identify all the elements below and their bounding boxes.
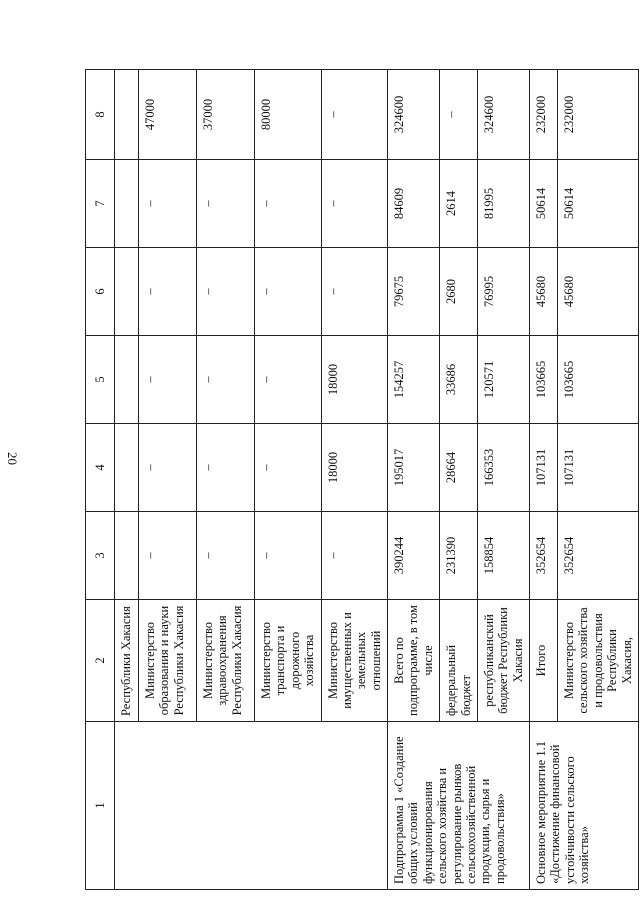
value-cell: 45680 — [530, 248, 558, 336]
value-cell: – — [440, 70, 478, 160]
value-cell: – — [321, 512, 388, 600]
executor-cell: Министерство транспорта и дорожного хозяйства — [255, 600, 322, 722]
value-cell: – — [139, 512, 197, 600]
value-cell: 37000 — [197, 70, 255, 160]
value-cell: – — [197, 248, 255, 336]
value-cell: 81995 — [477, 160, 529, 248]
value-cell: 232000 — [530, 70, 558, 160]
value-cell: 195017 — [388, 424, 440, 512]
executor-cell: федеральный бюджет — [440, 600, 478, 722]
value-cell: 231390 — [440, 512, 478, 600]
value-cell — [115, 512, 139, 600]
value-cell: 47000 — [139, 70, 197, 160]
value-cell: – — [197, 160, 255, 248]
value-cell: 352654 — [558, 512, 639, 600]
value-cell: 324600 — [388, 70, 440, 160]
value-cell: – — [197, 424, 255, 512]
value-cell: 45680 — [558, 248, 639, 336]
header-cell: 8 — [86, 70, 115, 160]
value-cell: 76995 — [477, 248, 529, 336]
value-cell: 120571 — [477, 336, 529, 424]
program-cell: Основное мероприятие 1.1 «Достижение финансовой устойчивости сельского хозяйства» — [530, 722, 639, 890]
header-cell: 6 — [86, 248, 115, 336]
value-cell: – — [139, 248, 197, 336]
value-cell: 107131 — [530, 424, 558, 512]
executor-cell: Министерство сельского хозяйства и продовольствия Республики Хакасия, — [558, 600, 639, 722]
program-cell: Подпрограмма 1 «Создание общих условий функционирования сельского хозяйства и регулирование рынков сельскохозяйственной продукции, сырья и продовольствия» — [388, 722, 530, 890]
value-cell: – — [255, 160, 322, 248]
header-cell: 1 — [86, 722, 115, 890]
value-cell: – — [197, 336, 255, 424]
value-cell: 103665 — [530, 336, 558, 424]
value-cell: – — [321, 70, 388, 160]
header-row — [86, 70, 115, 890]
header-cell: 3 — [86, 512, 115, 600]
value-cell — [115, 424, 139, 512]
executor-cell: Итого — [530, 600, 558, 722]
value-cell: 33686 — [440, 336, 478, 424]
value-cell: – — [255, 512, 322, 600]
program-cell — [115, 722, 388, 890]
table-row — [530, 70, 558, 890]
budget-table — [85, 69, 639, 890]
value-cell: 232000 — [558, 70, 639, 160]
value-cell: – — [321, 160, 388, 248]
executor-cell: Всего по подпрограмме, в том числе — [388, 600, 440, 722]
value-cell: 50614 — [530, 160, 558, 248]
header-cell: 2 — [86, 600, 115, 722]
value-cell: – — [197, 512, 255, 600]
table-row — [115, 70, 139, 890]
value-cell — [115, 248, 139, 336]
value-cell: 103665 — [558, 336, 639, 424]
value-cell: 2680 — [440, 248, 478, 336]
value-cell: 166353 — [477, 424, 529, 512]
executor-cell: Министерство имущественных и земельных отношений — [321, 600, 388, 722]
value-cell: – — [255, 336, 322, 424]
value-cell: – — [321, 248, 388, 336]
value-cell: – — [139, 336, 197, 424]
table-row — [388, 70, 440, 890]
header-cell: 7 — [86, 160, 115, 248]
value-cell: 154257 — [388, 336, 440, 424]
value-cell: – — [139, 160, 197, 248]
value-cell: 324600 — [477, 70, 529, 160]
value-cell: 158854 — [477, 512, 529, 600]
value-cell: – — [255, 248, 322, 336]
value-cell — [115, 336, 139, 424]
header-cell: 5 — [86, 336, 115, 424]
value-cell: 18000 — [321, 424, 388, 512]
value-cell: 390244 — [388, 512, 440, 600]
value-cell: – — [139, 424, 197, 512]
value-cell: 84609 — [388, 160, 440, 248]
header-cell: 4 — [86, 424, 115, 512]
value-cell — [115, 70, 139, 160]
value-cell — [115, 160, 139, 248]
executor-cell: Министерство образования и науки Республики Хакасия — [139, 600, 197, 722]
executor-cell: Министерство здравоохранения Республики Хакасия — [197, 600, 255, 722]
value-cell: 107131 — [558, 424, 639, 512]
value-cell: 2614 — [440, 160, 478, 248]
executor-cell: республиканский бюджет Республики Хакасия — [477, 600, 529, 722]
value-cell: 352654 — [530, 512, 558, 600]
executor-cell: Республики Хакасия — [115, 600, 139, 722]
value-cell: 28664 — [440, 424, 478, 512]
value-cell: 50614 — [558, 160, 639, 248]
value-cell: 80000 — [255, 70, 322, 160]
value-cell: – — [255, 424, 322, 512]
page-number: 20 — [5, 452, 20, 465]
value-cell: 79675 — [388, 248, 440, 336]
rotated-table-wrapper — [85, 70, 634, 890]
value-cell: 18000 — [321, 336, 388, 424]
